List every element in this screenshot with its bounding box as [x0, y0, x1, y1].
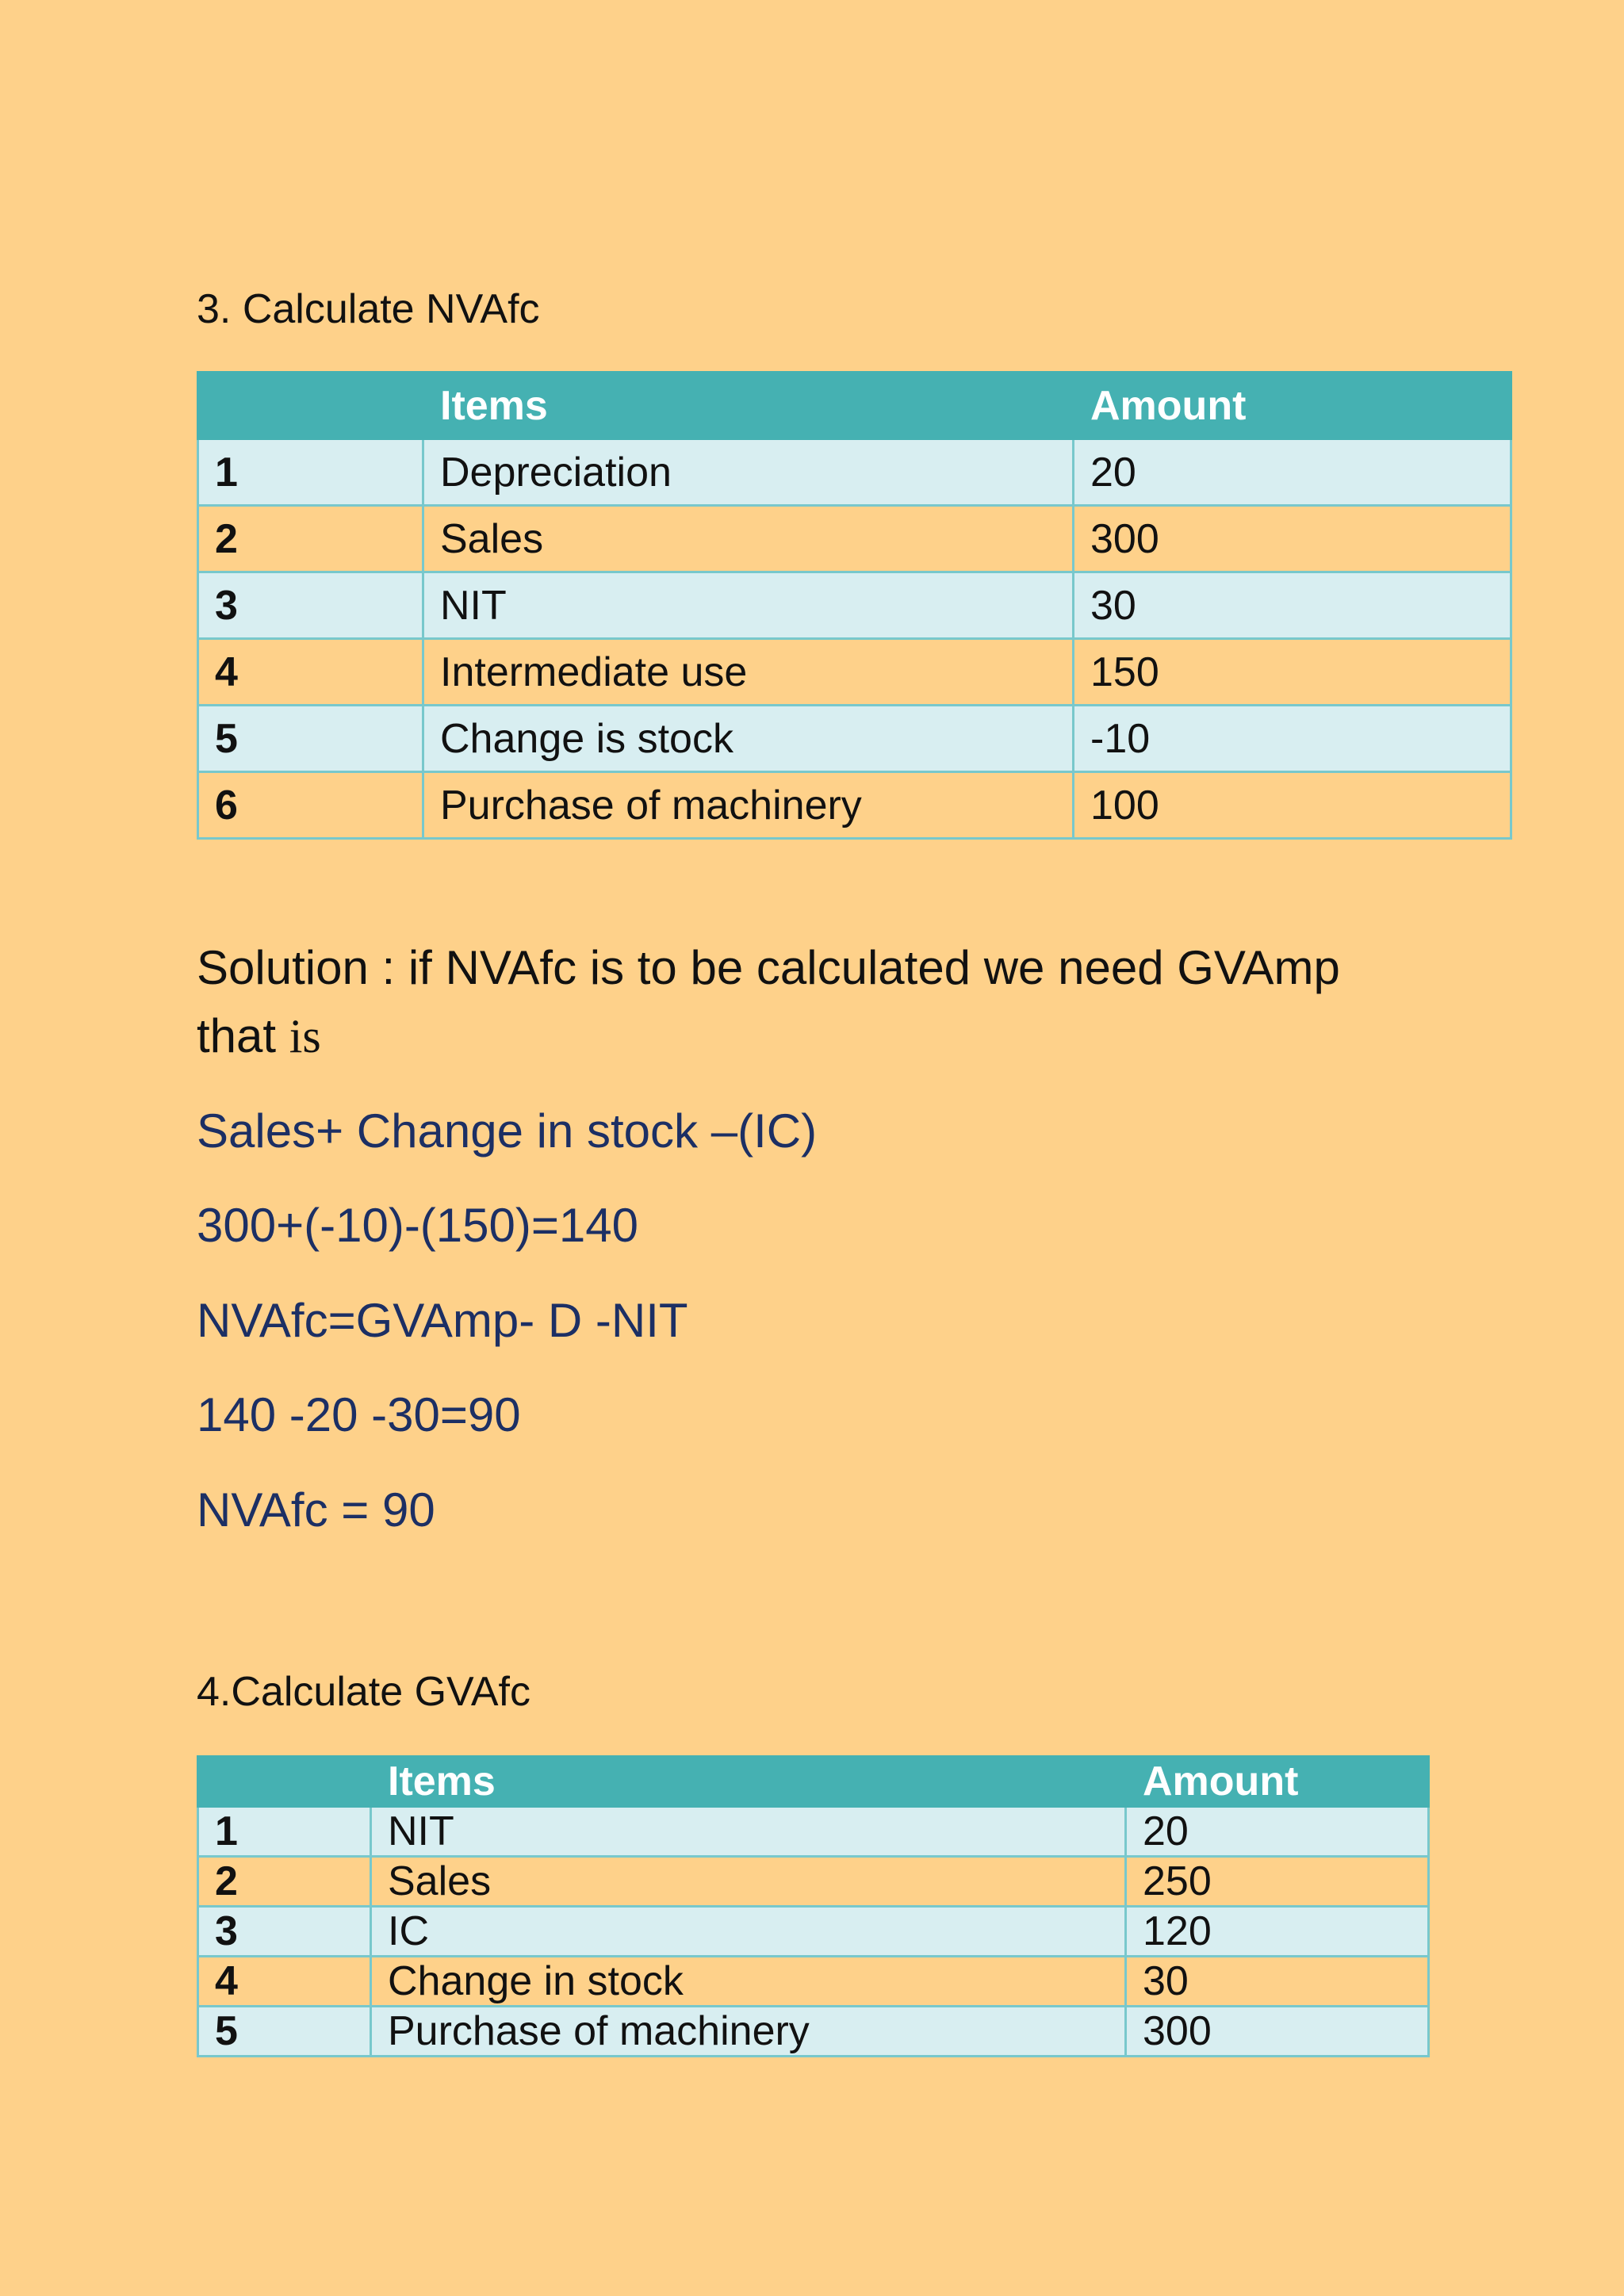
- row-number: 4: [198, 1957, 371, 2007]
- header-number: [198, 373, 423, 439]
- row-amount: 150: [1074, 639, 1511, 706]
- row-amount: -10: [1074, 706, 1511, 772]
- row-number: 3: [198, 1907, 371, 1957]
- row-number: 2: [198, 506, 423, 572]
- calculation-step-3: NVAfc=GVAmp- D -NIT: [197, 1294, 688, 1347]
- row-item: NIT: [371, 1807, 1126, 1857]
- table-row: [198, 2007, 1429, 2057]
- table-row: [198, 706, 1511, 772]
- table-row: [198, 639, 1511, 706]
- row-number: 5: [198, 706, 423, 772]
- row-amount: 120: [1126, 1907, 1429, 1957]
- header-items: Items: [423, 373, 1074, 439]
- nvafc-items-table: [197, 371, 1512, 840]
- table-row: [198, 506, 1511, 572]
- row-amount: 250: [1126, 1857, 1429, 1907]
- solution-paragraph: [197, 934, 1465, 1070]
- header-amount: Amount: [1126, 1757, 1429, 1807]
- row-number: 2: [198, 1857, 371, 1907]
- row-amount: 300: [1126, 2007, 1429, 2057]
- row-number: 4: [198, 639, 423, 706]
- row-number: 3: [198, 572, 423, 639]
- row-amount: 300: [1074, 506, 1511, 572]
- row-number: 1: [198, 1807, 371, 1857]
- header-number: [198, 1757, 371, 1807]
- row-item: IC: [371, 1907, 1126, 1957]
- row-amount: 20: [1126, 1807, 1429, 1857]
- row-item: Sales: [371, 1857, 1126, 1907]
- table-row: [198, 572, 1511, 639]
- calculation-step-4: 140 -20 -30=90: [197, 1388, 521, 1441]
- solution-line-1: Solution : if NVAfc is to be calculated we need GVAmp: [197, 941, 1340, 994]
- solution-line-2-prefix: that: [197, 1009, 289, 1062]
- header-amount: Amount: [1074, 373, 1511, 439]
- table-row: [198, 1907, 1429, 1957]
- calculation-step-1: Sales+ Change in stock –(IC): [197, 1104, 818, 1158]
- row-item: NIT: [423, 572, 1074, 639]
- row-item: Depreciation: [423, 439, 1074, 506]
- row-item: Purchase of machinery: [423, 772, 1074, 839]
- solution-line-2: [197, 1002, 1465, 1070]
- section-3-heading: 3. Calculate NVAfc: [197, 286, 540, 332]
- row-number: 5: [198, 2007, 371, 2057]
- row-item: Change in stock: [371, 1957, 1126, 2007]
- row-item: Intermediate use: [423, 639, 1074, 706]
- section-4-heading: 4.Calculate GVAfc: [197, 1669, 531, 1715]
- solution-line-2-suffix: is: [289, 1010, 321, 1062]
- table-row: [198, 1957, 1429, 2007]
- table-header-row: [198, 1757, 1429, 1807]
- calculation-result: NVAfc = 90: [197, 1483, 435, 1536]
- gvafc-items-table: [197, 1755, 1430, 2057]
- row-amount: 30: [1074, 572, 1511, 639]
- row-item: Change is stock: [423, 706, 1074, 772]
- table-header-row: [198, 373, 1511, 439]
- row-item: Purchase of machinery: [371, 2007, 1126, 2057]
- row-amount: 100: [1074, 772, 1511, 839]
- table-row: [198, 1807, 1429, 1857]
- calculation-step-2: 300+(-10)-(150)=140: [197, 1199, 639, 1252]
- table-row: [198, 772, 1511, 839]
- row-item: Sales: [423, 506, 1074, 572]
- header-items: Items: [371, 1757, 1126, 1807]
- row-amount: 20: [1074, 439, 1511, 506]
- row-number: 1: [198, 439, 423, 506]
- row-number: 6: [198, 772, 423, 839]
- row-amount: 30: [1126, 1957, 1429, 2007]
- table-row: [198, 1857, 1429, 1907]
- table-row: [198, 439, 1511, 506]
